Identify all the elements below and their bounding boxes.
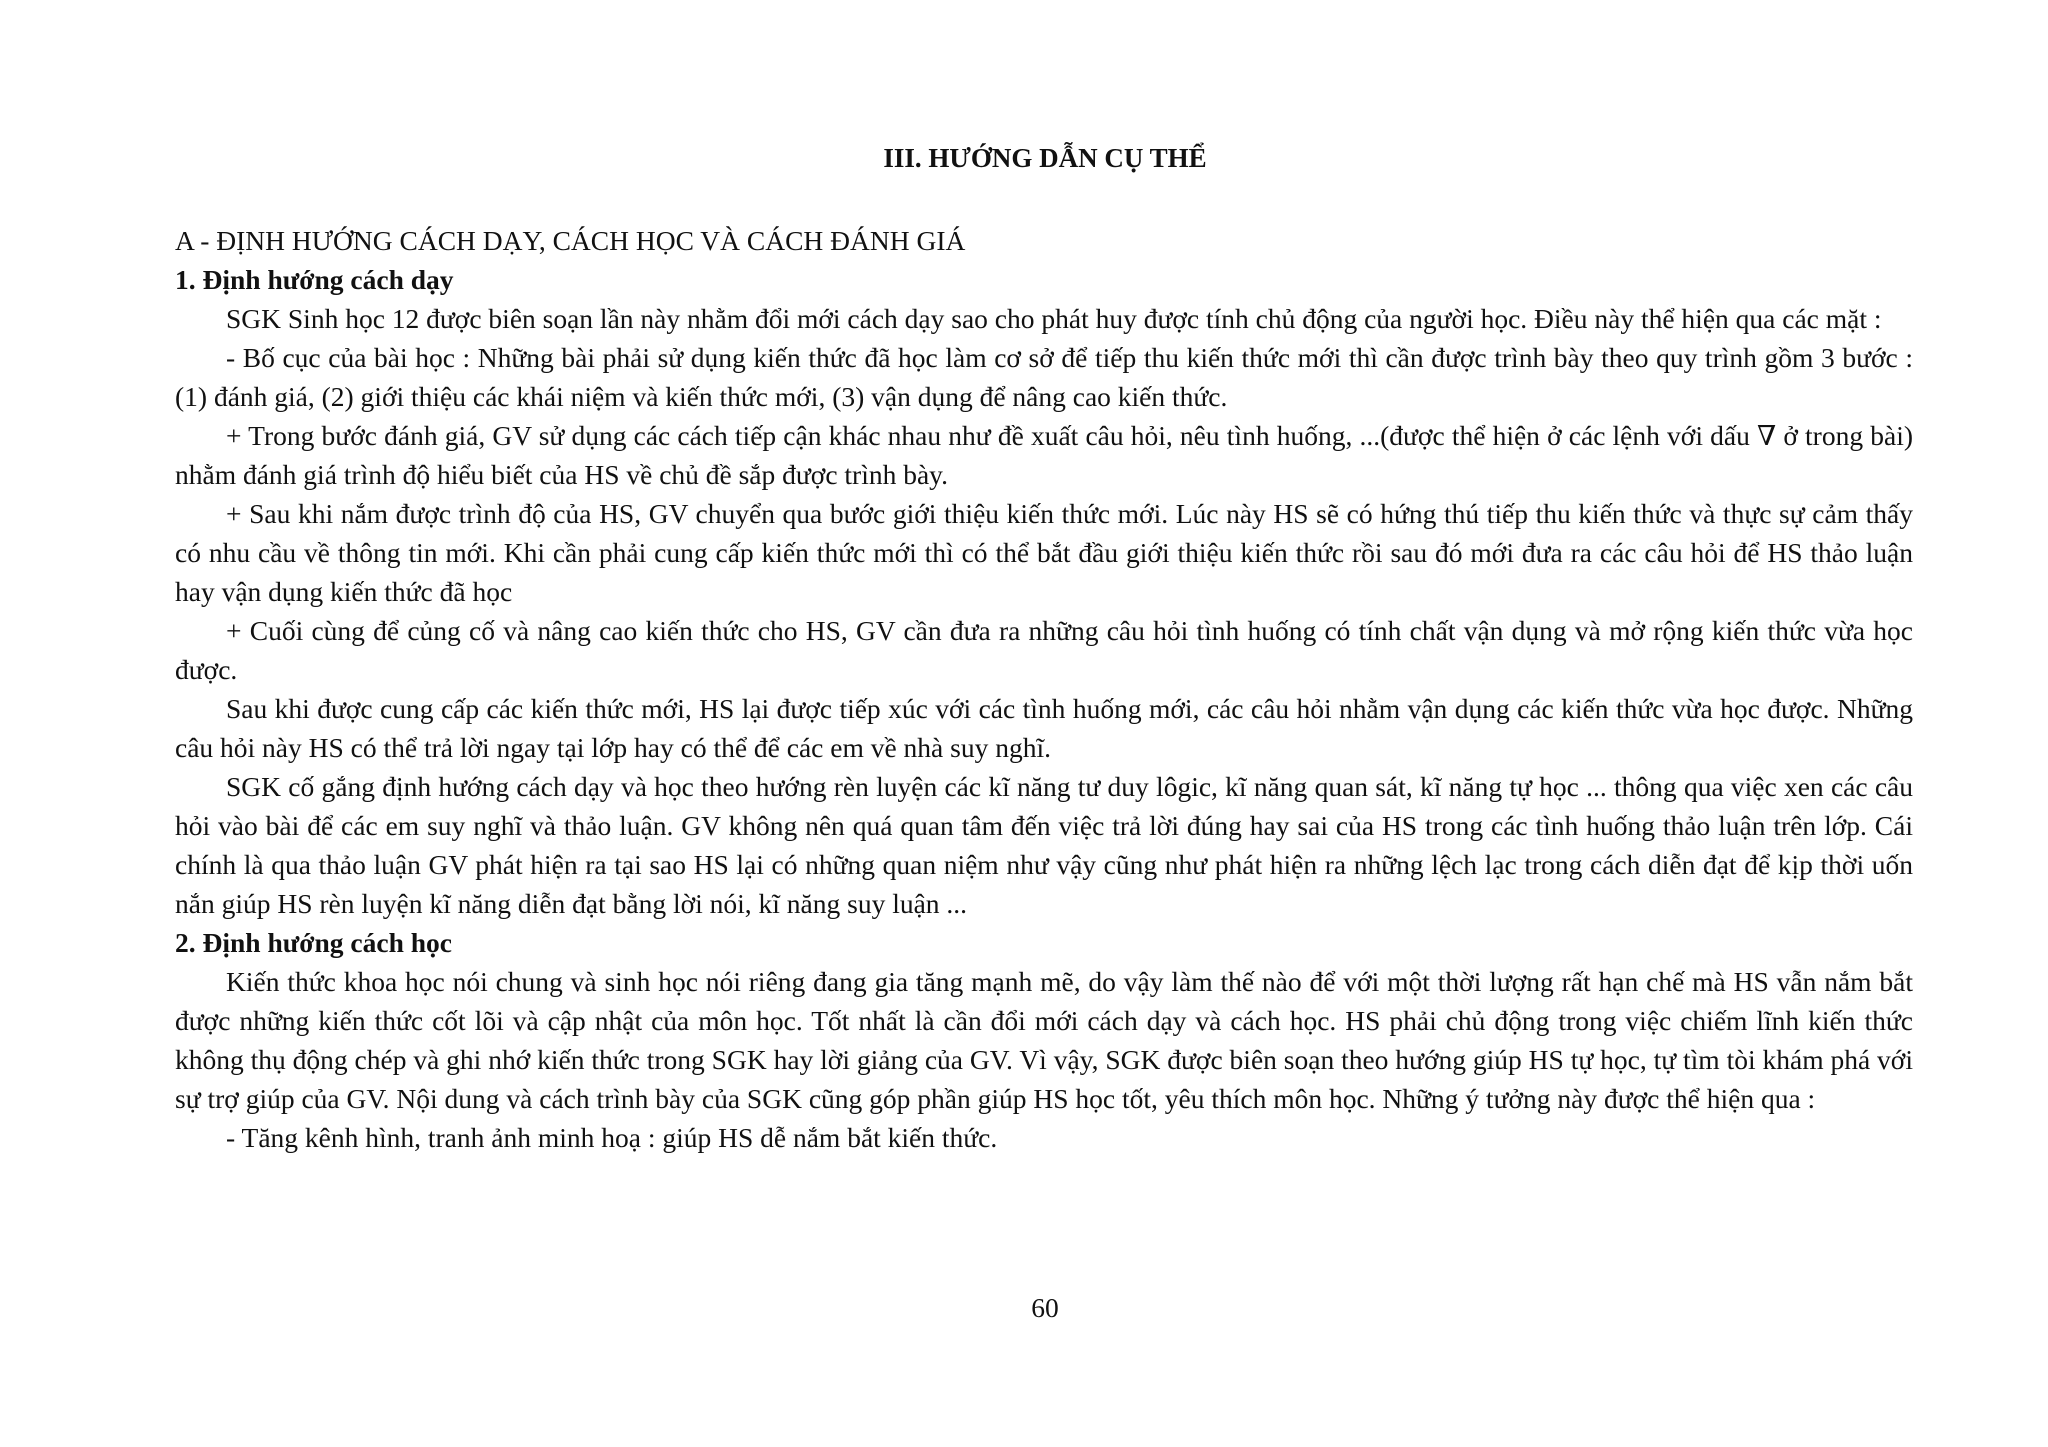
- paragraph: - Bố cục của bài học : Những bài phải sử dụng kiến thức đã học làm cơ sở để tiếp thu kiến thức mới thì cần được trình bày theo quy trình gồm 3 bước : (1) đánh giá, (2) giới thiệu các khái niệm và kiến thức mới, (3) vận dụng để nâng cao kiến thức.: [175, 342, 1913, 412]
- paragraph: + Sau khi nắm được trình độ của HS, GV chuyển qua bước giới thiệu kiến thức mới. Lúc này HS sẽ có hứng thú tiếp thu kiến thức và thực sự cảm thấy có nhu cầu về thông tin mới. Khi cần phải cung cấp kiến thức mới thì có thể bắt đầu giới thiệu kiến thức rồi sau đó mới đưa ra các câu hỏi để HS thảo luận hay vận dụng kiến thức đã học: [175, 498, 1913, 607]
- paragraph: + Cuối cùng để củng cố và nâng cao kiến thức cho HS, GV cần đưa ra những câu hỏi tình huống có tính chất vận dụng và mở rộng kiến thức vừa học được.: [175, 615, 1913, 685]
- paragraph: Kiến thức khoa học nói chung và sinh học nói riêng đang gia tăng mạnh mẽ, do vậy làm thế nào để với một thời lượng rất hạn chế mà HS vẫn nắm bắt được những kiến thức cốt lõi và cập nhật của môn học. Tốt nhất là cần đổi mới cách dạy và cách học. HS phải chủ động trong việc chiếm lĩnh kiến thức không thụ động chép và ghi nhớ kiến thức trong SGK hay lời giảng của GV. Vì vậy, SGK được biên soạn theo hướng giúp HS tự học, tự tìm tòi khám phá với sự trợ giúp của GV. Nội dung và cách trình bày của SGK cũng góp phần giúp HS học tốt, yêu thích môn học. Những ý tưởng này được thể hiện qua :: [175, 966, 1913, 1114]
- document-body: [175, 221, 1913, 1157]
- paragraph: SGK cố gắng định hướng cách dạy và học theo hướng rèn luyện các kĩ năng tư duy lôgic, kĩ năng quan sát, kĩ năng tự học ... thông qua việc xen các câu hỏi vào bài để các em suy nghĩ và thảo luận. GV không nên quá quan tâm đến việc trả lời đúng hay sai của HS trong các tình huống thảo luận trên lớp. Cái chính là qua thảo luận GV phát hiện ra tại sao HS lại có những quan niệm như vậy cũng như phát hiện ra những lệch lạc trong cách diễn đạt để kịp thời uốn nắn giúp HS rèn luyện kĩ năng diễn đạt bằng lời nói, kĩ năng suy luận ...: [175, 771, 1913, 919]
- subsection-2-heading: 2. Định hướng cách học: [175, 927, 452, 958]
- paragraph: + Trong bước đánh giá, GV sử dụng các cách tiếp cận khác nhau như đề xuất câu hỏi, nêu tình huống, ...(được thể hiện ở các lệnh với dấu ∇ ở trong bài) nhằm đánh giá trình độ hiểu biết của HS về chủ đề sắp được trình bày.: [175, 420, 1913, 490]
- paragraph: Sau khi được cung cấp các kiến thức mới, HS lại được tiếp xúc với các tình huống mới, các câu hỏi nhằm vận dụng các kiến thức vừa học được. Những câu hỏi này HS có thể trả lời ngay tại lớp hay có thể để các em về nhà suy nghĩ.: [175, 693, 1913, 763]
- paragraph: SGK Sinh học 12 được biên soạn lần này nhằm đổi mới cách dạy sao cho phát huy được tính chủ động của người học. Điều này thể hiện qua các mặt :: [226, 303, 1882, 334]
- paragraph: - Tăng kênh hình, tranh ảnh minh hoạ : giúp HS dễ nắm bắt kiến thức.: [226, 1122, 998, 1153]
- subsection-1-heading: 1. Định hướng cách dạy: [175, 264, 454, 295]
- page-number: 60: [1031, 1292, 1059, 1323]
- section-a-heading: A - ĐỊNH HƯỚNG CÁCH DẠY, CÁCH HỌC VÀ CÁCH ĐÁNH GIÁ: [175, 225, 966, 256]
- page-title: III. HƯỚNG DẪN CỤ THỂ: [883, 143, 1207, 173]
